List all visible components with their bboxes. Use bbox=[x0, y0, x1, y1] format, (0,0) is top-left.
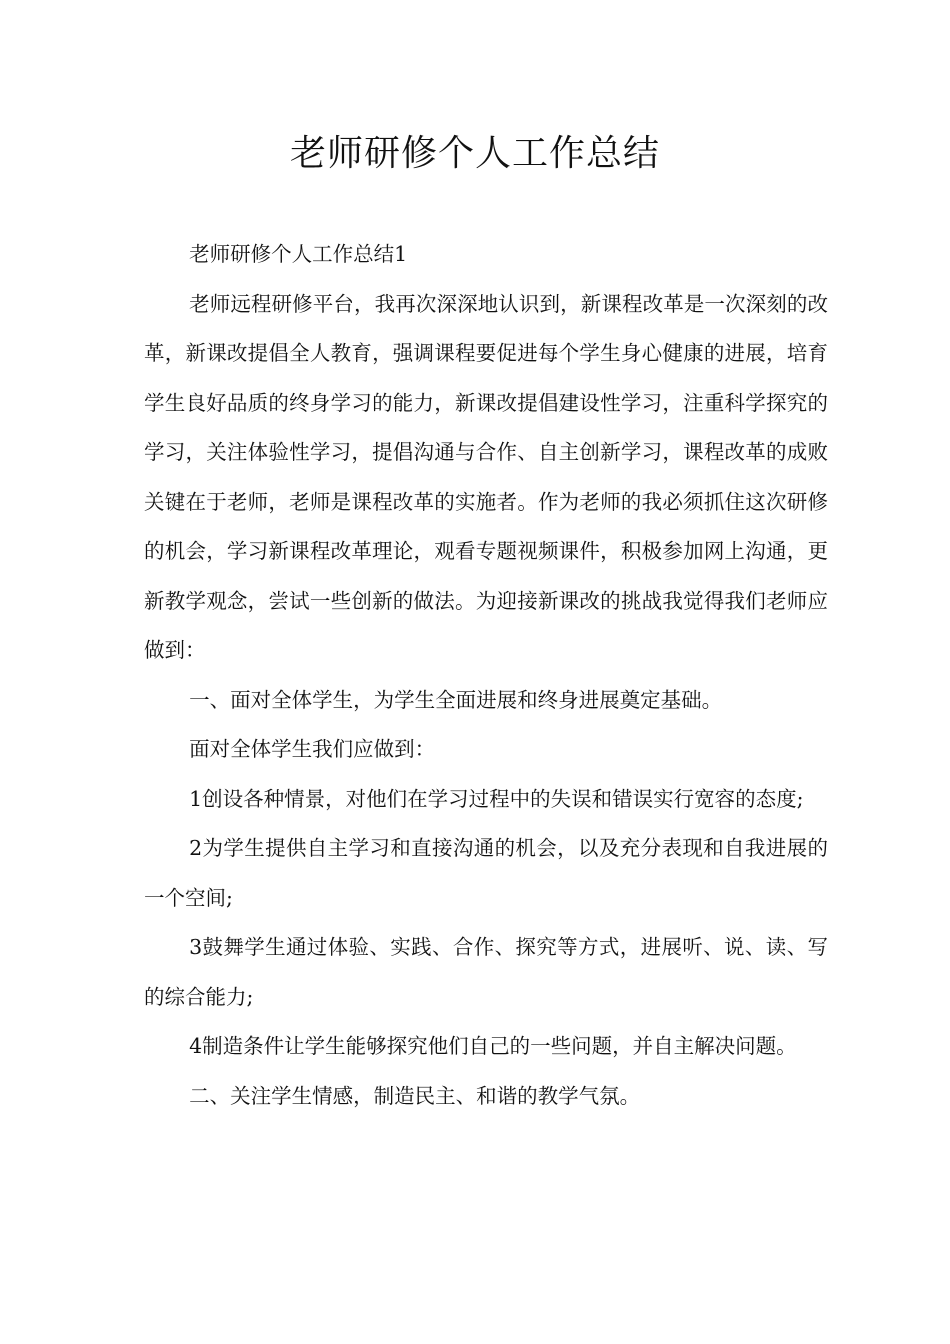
list-item-4: 4制造条件让学生能够探究他们自己的一些问题，并自主解决问题。 bbox=[189, 1034, 797, 1058]
paragraph-point-one: 一、面对全体学生，为学生全面进展和终身进展奠定基础。 bbox=[189, 687, 723, 712]
paragraph-lead: 面对全体学生我们应做到： bbox=[189, 737, 436, 761]
paragraph-point-two: 二、关注学生情感，制造民主、和谐的教学气氛。 bbox=[189, 1083, 641, 1108]
paragraph-intro: 老师远程研修平台，我再次深深地认识到，新课程改革是一次深刻的改革，新课改提倡全人教育，强调课程要促进每个学生身心健康的进展，培育学生良好品质的终身学习的能力，新课改提倡建设性学习，注重科学探究的学习，关注体验性学习，提倡沟通与合作、自主创新学习，课程改革的成败关键在于老师，老师是课程改革的实施者。作为老师的我必须抓住这次研修的机会，学习新课程改革理论，观看专题视频课件，积极参加网上沟通，更新教学观念，尝试一些创新的做法。为迎接新课改的挑战我觉得我们老师应做到： bbox=[144, 291, 828, 662]
document-title: 老师研修个人工作总结 bbox=[289, 133, 660, 174]
list-item-1: 1创设各种情景，对他们在学习过程中的失误和错误实行宽容的态度; bbox=[189, 786, 804, 811]
section-heading: 老师研修个人工作总结1 bbox=[189, 242, 408, 266]
list-item-3: 3鼓舞学生通过体验、实践、合作、探究等方式，进展听、说、读、写的综合能力; bbox=[144, 935, 828, 1009]
list-item-2: 2为学生提供自主学习和直接沟通的机会，以及充分表现和自我进展的一个空间; bbox=[144, 836, 828, 910]
document-body bbox=[144, 230, 828, 1121]
